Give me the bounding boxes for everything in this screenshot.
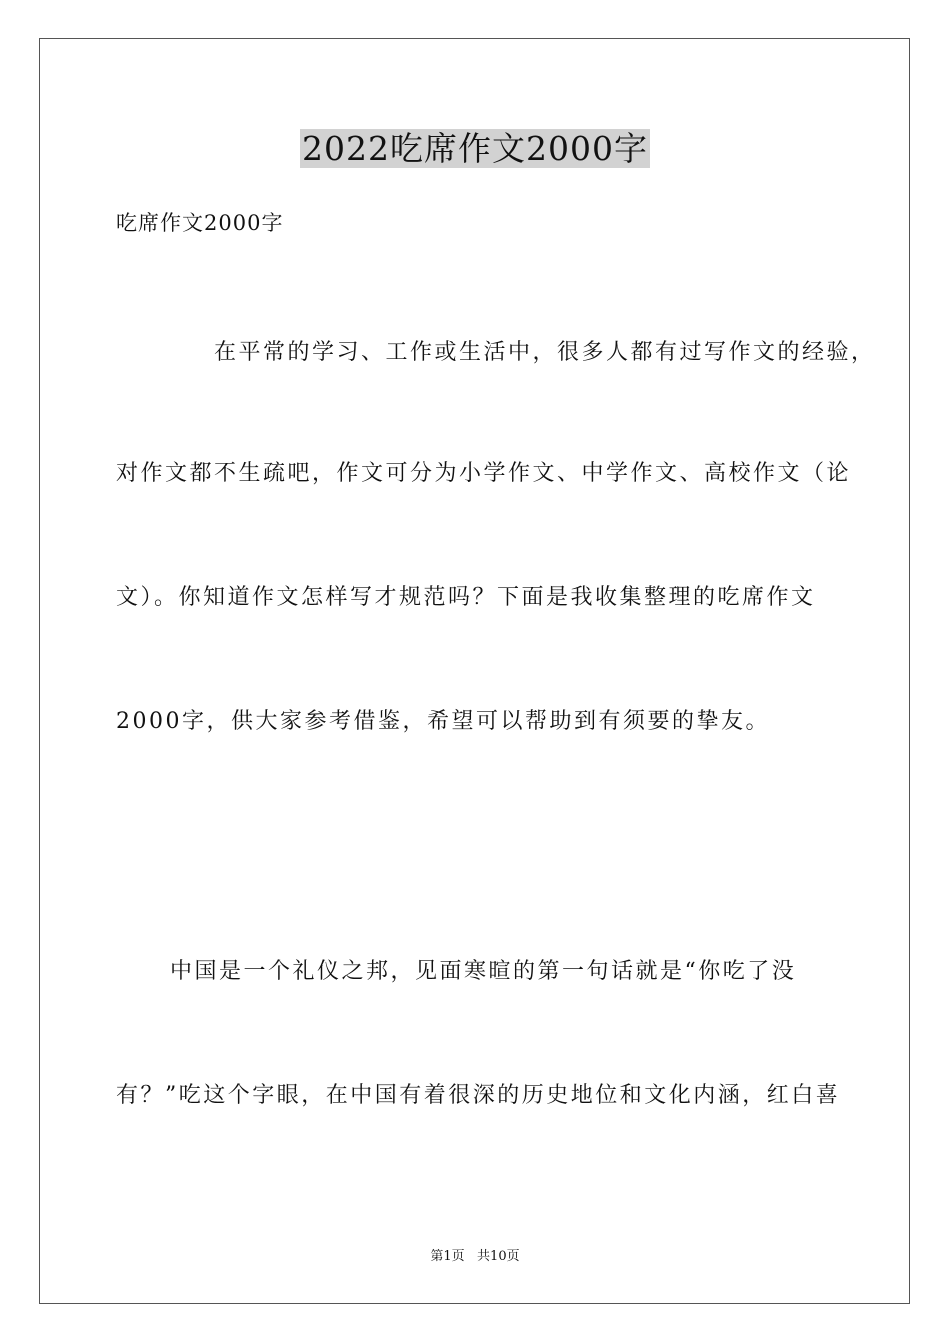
body-line-4: 2000字，供大家参考借鉴，希望可以帮助到有须要的挚友。	[116, 709, 770, 734]
body-line-6: 有？”吃这个字眼，在中国有着很深的历史地位和文化内涵，红白喜	[116, 1083, 841, 1108]
document-title	[0, 125, 950, 173]
document-subtitle: 吃席作文2000字	[116, 211, 284, 235]
body-line-3: 文）。你知道作文怎样写才规范吗？下面是我收集整理的吃席作文	[116, 585, 816, 610]
body-line-5: 中国是一个礼仪之邦，见面寒暄的第一句话就是“你吃了没	[170, 959, 797, 984]
body-line-1: 在平常的学习、工作或生活中，很多人都有过写作文的经验，	[214, 340, 876, 365]
page-footer: 第1页 共10页	[430, 1249, 520, 1264]
body-line-2: 对作文都不生疏吧，作文可分为小学作文、中学作文、高校作文（论	[116, 461, 852, 486]
document-title-text: 2022吃席作文2000字	[302, 129, 648, 168]
